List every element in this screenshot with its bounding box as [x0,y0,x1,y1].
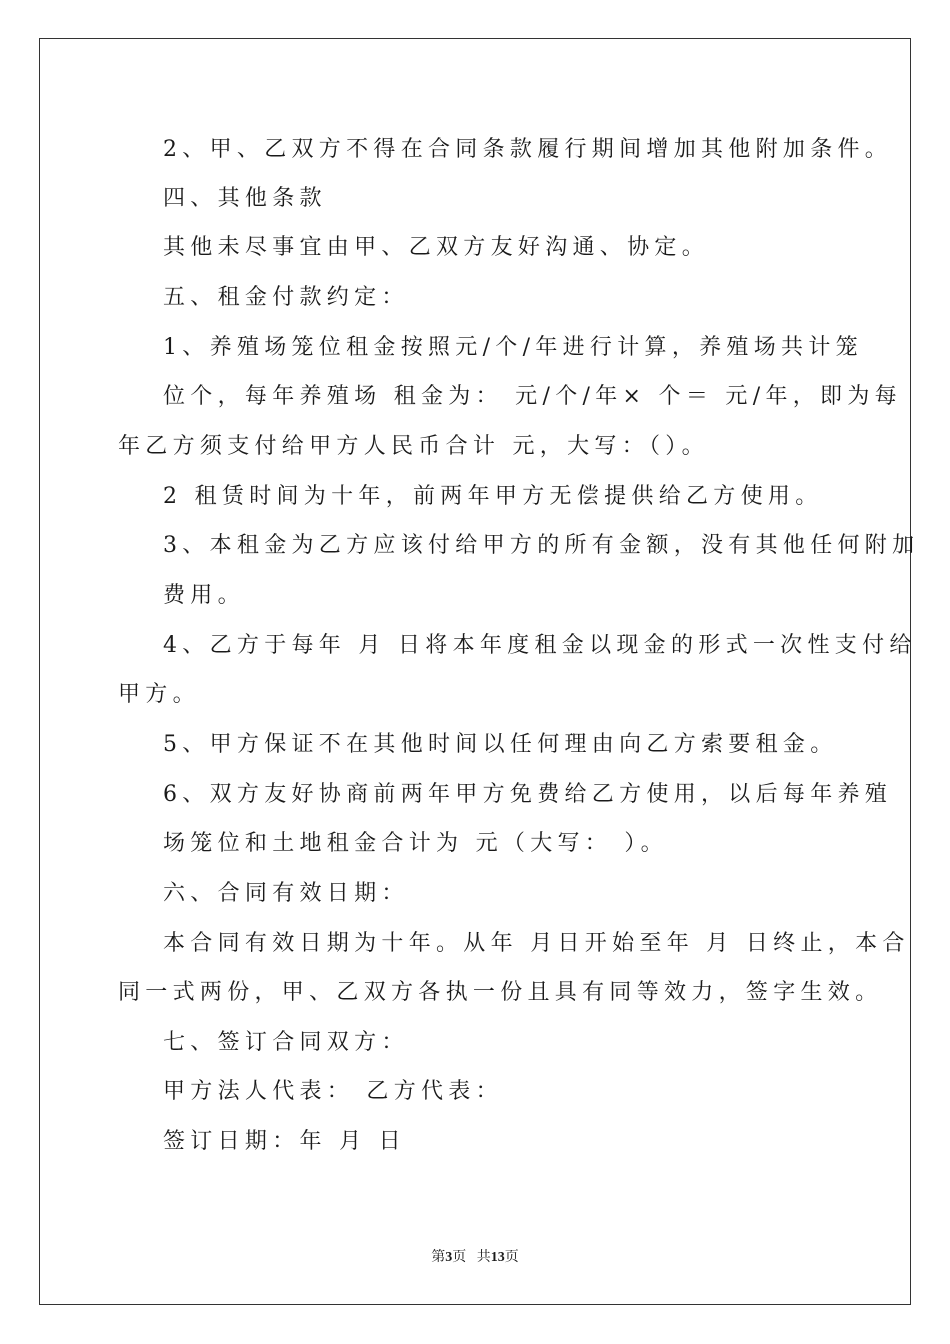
paragraph-line: 2、甲、乙双方不得在合同条款履行期间增加其他附加条件。 [163,137,893,162]
footer-current-page: 3 [445,1250,453,1265]
footer-page-word: 页 [452,1250,467,1265]
signing-date-line: 签订日期：年 月 日 [163,1129,406,1154]
signature-line: 甲方法人代表： 乙方代表： [163,1079,503,1104]
paragraph-line: 3、本租金为乙方应该付给甲方的所有金额，没有其他任何附加 [163,533,920,558]
paragraph-line: 同一式两份，甲、乙双方各执一份且具有同等效力，签字生效。 [118,980,883,1005]
paragraph-line: 4、乙方于每年 月 日将本年度租金以现金的形式一次性支付给 [163,633,917,658]
section-heading: 四、其他条款 [163,186,327,211]
paragraph-line: 1、养殖场笼位租金按照元/个/年进行计算，养殖场共计笼 [163,335,863,360]
paragraph-line: 费用。 [163,583,245,608]
paragraph-line: 6、双方友好协商前两年甲方免费给乙方使用，以后每年养殖 [163,782,893,807]
section-heading: 六、合同有效日期： [163,881,409,906]
footer-total-prefix: 共 [476,1250,491,1265]
paragraph-line: 位个，每年养殖场 租金为： 元/个/年× 个＝ 元/年，即为每 [163,384,902,409]
paragraph-line: 其他未尽事宜由甲、乙双方友好沟通、协定。 [163,235,710,260]
paragraph-line: 甲方。 [118,682,200,707]
footer-prefix: 第 [431,1250,446,1265]
footer-total-pages: 13 [490,1250,505,1265]
section-heading: 七、签订合同双方： [163,1030,409,1055]
footer-total-suffix: 页 [504,1250,519,1265]
paragraph-line: 2 租赁时间为十年，前两年甲方无偿提供给乙方使用。 [163,484,823,509]
paragraph-line: 场笼位和土地租金合计为 元（大写： ）。 [163,831,668,856]
paragraph-line: 年乙方须支付给甲方人民币合计 元，大写：（）。 [118,434,709,459]
paragraph-line: 5、甲方保证不在其他时间以任何理由向乙方索要租金。 [163,732,838,757]
page-footer [0,1248,950,1268]
section-heading: 五、租金付款约定： [163,285,409,310]
paragraph-line: 本合同有效日期为十年。从年 月日开始至年 月 日终止，本合 [163,931,910,956]
